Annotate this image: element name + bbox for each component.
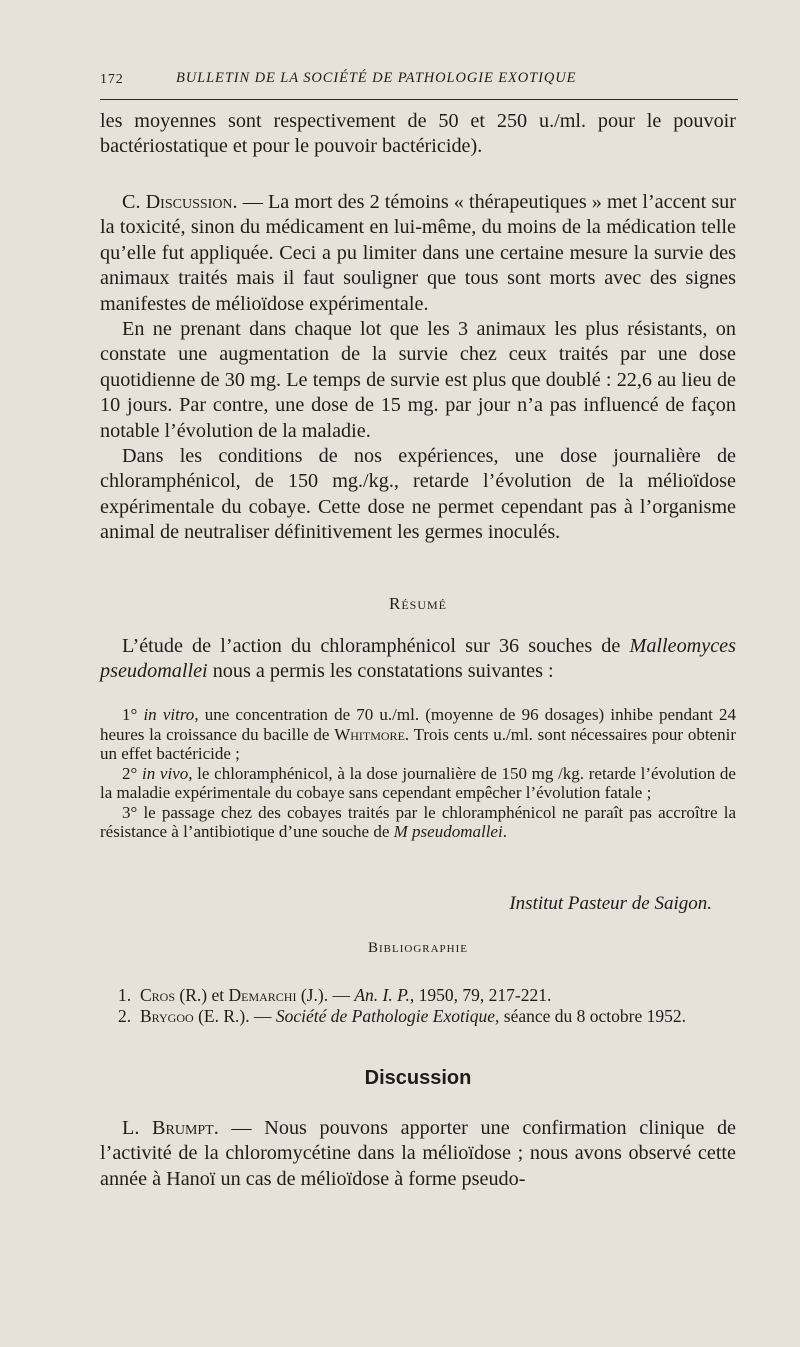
entry-details: , 1950, 79, 217-221. xyxy=(409,985,552,1005)
bibliography-heading: Bibliographie xyxy=(368,940,468,956)
finding-1-author: Whitmore xyxy=(334,724,405,744)
entry-initials: (J.). — xyxy=(296,985,355,1005)
entry-number: 2. xyxy=(118,1006,132,1026)
finding-2-number: 2° xyxy=(122,763,142,783)
running-head xyxy=(100,70,736,92)
finding-1-text: , une concentration de 70 u./ml. (moyenne de 96 dosages) inhibe pendant 24 heures la croissance du bacille de xyxy=(100,705,736,744)
entry-details: , séance du 8 octobre 1952. xyxy=(495,1006,686,1026)
bibliography-entry xyxy=(100,1006,736,1027)
finding-3 xyxy=(100,803,736,842)
finding-1-text-end: . Trois cents u./ml. sont nécessaires pour obtenir un effet bactéricide ; xyxy=(100,724,736,763)
entry-source: Société de Pathologie Exotique xyxy=(275,1006,496,1026)
entry-initials: (E. R.). — xyxy=(193,1006,276,1026)
speaker-name: L. Brumpt. xyxy=(122,1117,219,1139)
resume-intro-text: L’étude de l’action du chloramphénicol sur 36 souches de xyxy=(122,635,630,657)
entry-number: 1. xyxy=(118,985,132,1005)
entry-author: Cros xyxy=(140,985,176,1005)
finding-1 xyxy=(100,705,736,764)
species-name: Malleomyces pseudomallei xyxy=(100,635,736,683)
discussion-paragraph-2: En ne prenant dans chaque lot que les 3 animaux les plus résistants, on constate une augmentation de la survie chez ceux traités par une dose quotidienne de 30 mg. Le temps de survie est plus que doublé : 22,6 au lieu de 10 jours. Par contre, une dose de 15 mg. par jour n’a pas influencé de façon notable l’évolution de la maladie. xyxy=(100,318,736,442)
bibliography-entry xyxy=(100,985,736,1006)
discussion-paragraph xyxy=(100,1116,736,1192)
finding-3-end: . xyxy=(502,822,507,841)
resume-intro-block xyxy=(100,634,736,685)
discussion-paragraph-1 xyxy=(100,190,736,317)
discussion-paragraph-3: Dans les conditions de nos expériences, une dose journalière de chloramphénicol, de 150 mg./kg., retarde l’évolution de la mélioïdose expérimentale du cobaye. Cette dose ne permet cependant pas à l’organisme animal de neutraliser définitivement les germes inoculés. xyxy=(100,445,736,544)
entry-author: Brygoo xyxy=(140,1006,194,1026)
finding-3-text: 3° le passage chez des cobayes traités par le chloramphénicol ne paraît pas accroître la résistance à l’antibiotique d’une souche de xyxy=(100,802,736,841)
bibliography-list xyxy=(100,985,736,1027)
discussion-section xyxy=(100,190,736,546)
entry-source: An. I. P. xyxy=(354,985,410,1005)
institution-signature: Institut Pasteur de Saigon. xyxy=(509,893,712,914)
finding-2 xyxy=(100,764,736,803)
finding-2-text: , le chloramphénicol, à la dose journalière de 150 mg /kg. retarde l’évolution de la maladie expérimentale du cobaye sans cependant empêcher l’évolution fatale ; xyxy=(100,763,736,802)
discussion-paragraph-1-text: — La mort des 2 témoins « thérapeutiques » met l’accent sur la toxicité, sinon du médicament en lui-même, du moins de la médication telle qu’elle fut appliquée. Ceci a pu limiter dans une certaine mesure la survie des animaux traités mais il faut souligner que tous sont morts avec des signes manifestes de mélioïdose expérimentale. xyxy=(100,191,736,315)
discussion-section-label: C. Discussion. xyxy=(122,191,238,213)
page-number: 172 xyxy=(100,72,124,87)
entry-initials: (R.) et xyxy=(175,985,229,1005)
finding-1-number: 1° xyxy=(122,705,144,724)
intro-paragraph-block xyxy=(100,109,736,160)
entry-author: Demarchi xyxy=(228,985,297,1005)
header-rule xyxy=(100,99,738,100)
resume-findings xyxy=(100,705,736,842)
resume-intro xyxy=(100,634,736,685)
discussion-title: Discussion xyxy=(364,1067,472,1089)
finding-3-species: M pseudomallei xyxy=(393,822,503,841)
finding-1-term: in vitro xyxy=(143,705,195,724)
discussion-text: — Nous pouvons apporter une confirmation clinique de l’activité de la chloromycétine dans la mélioïdose ; nous avons observé cette année à Hanoï un cas de mélioïdose à forme pseudo- xyxy=(100,1117,737,1190)
discussion-paragraph-block xyxy=(100,1116,736,1192)
resume-heading: Résumé xyxy=(388,594,447,613)
intro-paragraph: les moyennes sont respectivement de 50 et 250 u./ml. pour le pouvoir bactériostatique et pour le pouvoir bactéricide). xyxy=(100,110,736,158)
resume-intro-end: nous a permis les constatations suivantes : xyxy=(207,660,554,683)
journal-title: BULLETIN DE LA SOCIÉTÉ DE PATHOLOGIE EXOTIQUE xyxy=(176,70,577,86)
finding-2-term: in vivo xyxy=(142,763,189,783)
